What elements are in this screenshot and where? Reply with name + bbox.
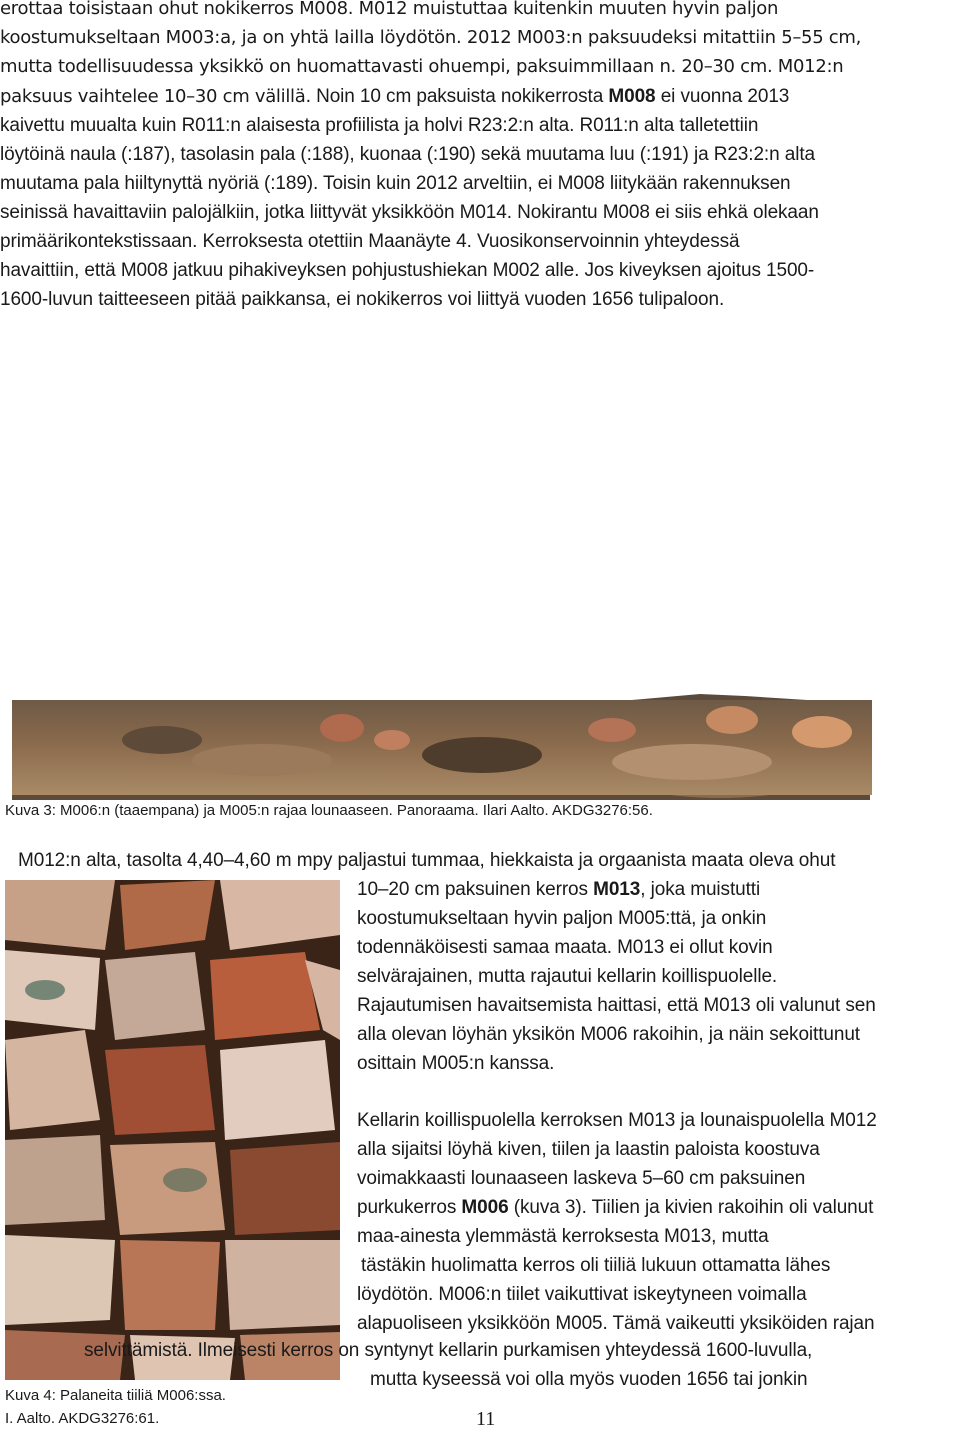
bricks-photo (5, 880, 340, 1380)
text-line: alapuoliseen yksikköön M005. Tämä vaikeutti yksiköiden rajan (357, 1313, 875, 1334)
text-line: tästäkin huolimatta kerros oli tiiliä lukuun ottamatta lähes (361, 1255, 831, 1276)
text-line: Kellarin koillispuolella kerroksen M013 ja lounaispuolella M012 (357, 1110, 877, 1131)
panorama-soil-area (12, 700, 872, 795)
figure-4-caption-line2: I. Aalto. AKDG3276:61. (5, 1410, 160, 1427)
text-line: selvärajainen, mutta rajautui kellarin koillispuolelle. (357, 966, 778, 987)
text-line: kaivettu muualta kuin R011:n alaisesta profiilista ja holvi R23:2:n alta. R011:n alta talletettiin (0, 115, 759, 136)
text-line: purkukerros M006 (kuva 3). Tiilien ja kivien rakoihin oli valunut (357, 1197, 874, 1218)
text-line: alla olevan löyhän yksikön M006 rakoihin, ja näin sekoittunut (357, 1024, 860, 1045)
text-line: löytöinä naula (:187), tasolasin pala (:188), kuonaa (:190) sekä muutama luu (:191) ja R23:2:n alta (0, 144, 815, 165)
text-line: alla sijaitsi löyhä kiven, tiilen ja laastin paloista koostuva (357, 1139, 820, 1160)
text-line: primäärikontekstissaan. Kerroksesta otettiin Maanäyte 4. Vuosikonservoinnin yhteydessä (0, 231, 740, 252)
text-line: seinissä havaittaviin palojälkiin, jotka liittyvät yksikköön M014. Nokirantu M008 ei siis ehkä olekaan (0, 202, 819, 223)
text-line: erottaa toisistaan ohut nokikerros M008. M012 muistuttaa kuitenkin muuten hyvin paljon (0, 0, 779, 19)
text-line: havaittiin, että M008 jatkuu pihakiveyksen pohjustushiekan M002 alle. Jos kiveyksen ajoitus 1500- (0, 260, 815, 281)
figure-3-caption: Kuva 3: M006:n (taaempana) ja M005:n rajaa lounaaseen. Panoraama. Ilari Aalto. AKDG3276:56. (5, 802, 653, 819)
text-line: löydötön. M006:n tiilet vaikuttivat iskeytyneen voimalla (357, 1284, 807, 1305)
text-line: paksuus vaihtelee 10–30 cm välillä. Noin 10 cm paksuista nokikerrosta M008 ei vuonna 2013 (0, 86, 790, 107)
text-line: M012:n alta, tasolta 4,40–4,60 m mpy paljastui tummaa, hiekkaista ja orgaanista maata oleva ohut (18, 850, 836, 871)
figure-4-caption-line1: Kuva 4: Palaneita tiiliä M006:ssa. (5, 1387, 226, 1404)
text-line: voimakkaasti lounaaseen laskeva 5–60 cm paksuinen (357, 1168, 806, 1189)
text-line: Rajautumisen havaitsemista haittasi, että M013 oli valunut sen (357, 995, 876, 1016)
page-number: 11 (476, 1408, 496, 1430)
text-line: selvittämistä. Ilmeisesti kerros on syntynyt kellarin purkamisen yhteydessä 1600-luvulla, (84, 1340, 813, 1361)
text-line: maa-ainesta ylemmästä kerroksesta M013, mutta (357, 1226, 769, 1247)
text-line: koostumukseltaan M003:a, ja on yhtä lailla löydötön. 2012 M003:n paksuudeksi mitattiin 5–55 cm, (0, 27, 862, 48)
text-line: todennäköisesti samaa maata. M013 ei ollut kovin (357, 937, 773, 958)
text-line: muutama pala hiiltynyttä nyöriä (:189). Toisin kuin 2012 arveltiin, ei M008 liitykään rakennuksen (0, 173, 791, 194)
text-line: 1600-luvun taitteeseen pitää paikkansa, ei nokikerros voi liittyä vuoden 1656 tulipaloon. (0, 289, 725, 310)
text-line: mutta todellisuudessa yksikkö on huomattavasti ohuempi, paksuimmillaan n. 20–30 cm. M012:n (0, 56, 844, 77)
text-line: osittain M005:n kanssa. (357, 1053, 555, 1074)
text-line: 10–20 cm paksuinen kerros M013, joka muistutti (357, 879, 761, 900)
text-line: mutta kyseessä voi olla myös vuoden 1656 tai jonkin (370, 1369, 808, 1390)
text-line: koostumukseltaan hyvin paljon M005:ttä, ja onkin (357, 908, 767, 929)
